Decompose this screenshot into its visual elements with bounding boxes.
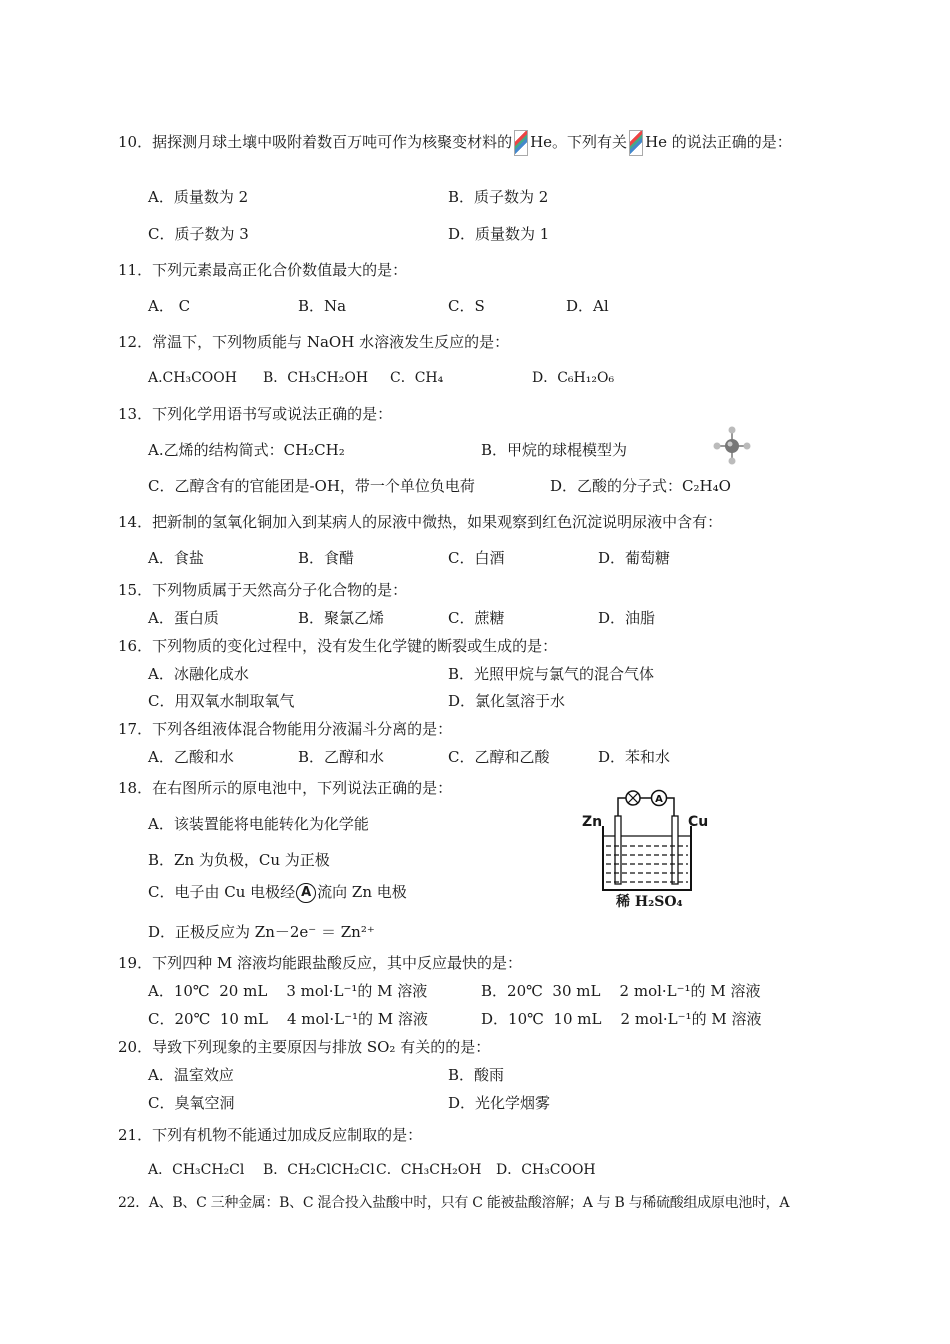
q20-option-d: D．光化学烟雾 <box>448 1094 551 1112</box>
question-10-stem: 10．据探测月球土壤中吸附着数百万吨可作为核聚变材料的 He。下列有关 He 的说法正确的是： <box>118 130 792 156</box>
q17-option-a: A．乙酸和水 <box>148 748 234 766</box>
q19-option-d: D．10℃ 10 mL 2 mol·L⁻¹的 M 溶液 <box>481 1010 762 1028</box>
q19-option-a: A．10℃ 20 mL 3 mol·L⁻¹的 M 溶液 <box>148 982 428 1000</box>
q13-option-b: B．甲烷的球棍模型为 <box>481 441 628 459</box>
q10-option-a: A．质量数为 2 <box>148 188 249 206</box>
question-18-stem: 18．在右图所示的原电池中，下列说法正确的是： <box>118 779 453 797</box>
question-17-stem: 17．下列各组液体混合物能用分液漏斗分离的是： <box>118 720 453 738</box>
question-19-stem: 19．下列四种 M 溶液均能跟盐酸反应，其中反应最快的是： <box>118 954 522 972</box>
question-12-stem: 12．常温下，下列物质能与 NaOH 水溶液发生反应的是： <box>118 333 510 351</box>
q12-option-a: A.CH₃COOH <box>148 370 237 386</box>
q20-option-a: A．温室效应 <box>148 1066 234 1084</box>
solution-label: 稀 H₂SO₄ <box>616 894 683 910</box>
question-16-stem: 16．下列物质的变化过程中，没有发生化学键的断裂或生成的是： <box>118 637 558 655</box>
q10-option-c: C．质子数为 3 <box>148 225 249 243</box>
question-13-stem: 13．下列化学用语书写或说法正确的是： <box>118 405 393 423</box>
q16-option-a: A．冰融化成水 <box>148 665 249 683</box>
q10-option-d: D．质量数为 1 <box>448 225 550 243</box>
q12-option-c: C．CH₄ <box>390 370 444 386</box>
q14-option-b: B．食醋 <box>298 549 355 567</box>
q13-option-d: D．乙酸的分子式：C₂H₄O <box>550 477 731 495</box>
q18-option-d: D．正极反应为 Zn－2e⁻ ＝ Zn²⁺ <box>148 923 375 941</box>
q18-option-c: C．电子由 Cu 电极经 A 流向 Zn 电极 <box>148 883 407 901</box>
q21-option-a: A．CH₃CH₂Cl <box>148 1162 245 1178</box>
q14-option-d: D．葡萄糖 <box>598 549 671 567</box>
q19-option-b: B．20℃ 30 mL 2 mol·L⁻¹的 M 溶液 <box>481 982 761 1000</box>
q20-option-b: B．酸雨 <box>448 1066 505 1084</box>
cu-electrode-label: Cu <box>688 814 709 830</box>
q20-option-c: C．臭氧空洞 <box>148 1094 235 1112</box>
q19-option-c: C．20℃ 10 mL 4 mol·L⁻¹的 M 溶液 <box>148 1010 428 1028</box>
question-15-stem: 15．下列物质属于天然高分子化合物的是： <box>118 581 408 599</box>
question-21-stem: 21．下列有机物不能通过加成反应制取的是： <box>118 1126 423 1144</box>
q11-option-b: B．Na <box>298 297 347 315</box>
question-22-stem: 22．A、B、C 三种金属：B、C 混合投入盐酸中时，只有 C 能被盐酸溶解；A 与 B 与稀硫酸组成原电池时，A <box>118 1195 790 1211</box>
question-14-stem: 14．把新制的氢氧化铜加入到某病人的尿液中微热，如果观察到红色沉淀说明尿液中含有： <box>118 513 723 531</box>
q15-option-a: A．蛋白质 <box>148 609 219 627</box>
q18-option-a: A．该装置能将电能转化为化学能 <box>148 815 369 833</box>
methane-ball-stick-model <box>712 426 752 466</box>
ammeter-icon: A <box>296 883 316 903</box>
q17-option-c: C．乙醇和乙酸 <box>448 748 550 766</box>
q17-option-d: D．苯和水 <box>598 748 671 766</box>
q18-option-b: B．Zn 为负极，Cu 为正极 <box>148 851 330 869</box>
zn-electrode-label: Zn <box>582 814 603 830</box>
q15-option-c: C．蔗糖 <box>448 609 505 627</box>
q10-option-b: B．质子数为 2 <box>448 188 549 206</box>
question-20-stem: 20．导致下列现象的主要原因与排放 SO₂ 有关的的是： <box>118 1038 491 1056</box>
q15-option-b: B．聚氯乙烯 <box>298 609 385 627</box>
q17-option-b: B．乙醇和水 <box>298 748 385 766</box>
q14-option-c: C．白酒 <box>448 549 505 567</box>
q21-option-c: C．CH₃CH₂OH <box>376 1162 482 1178</box>
q12-option-b: B．CH₃CH₂OH <box>263 370 369 386</box>
q21-option-b: B．CH₂ClCH₂Cl <box>263 1162 375 1178</box>
q13-option-c: C．乙醇含有的官能团是-OH，带一个单位负电荷 <box>148 477 475 495</box>
q11-option-d: D．Al <box>566 297 609 315</box>
q13-option-a: A.乙烯的结构简式：CH₂CH₂ <box>148 441 345 459</box>
q21-option-d: D．CH₃COOH <box>496 1162 596 1178</box>
q16-option-b: B．光照甲烷与氯气的混合气体 <box>448 665 655 683</box>
broken-image-icon <box>629 130 643 156</box>
question-11-stem: 11．下列元素最高正化合价数值最大的是： <box>118 261 408 279</box>
q14-option-a: A．食盐 <box>148 549 204 567</box>
q11-option-c: C．S <box>448 297 485 315</box>
q12-option-d: D．C₆H₁₂O₆ <box>532 370 615 386</box>
broken-image-icon <box>514 130 528 156</box>
q16-option-c: C．用双氧水制取氧气 <box>148 692 295 710</box>
q15-option-d: D．油脂 <box>598 609 656 627</box>
svg-text:A: A <box>655 794 663 805</box>
q16-option-d: D．氯化氢溶于水 <box>448 692 566 710</box>
q11-option-a: A． C <box>148 297 191 315</box>
